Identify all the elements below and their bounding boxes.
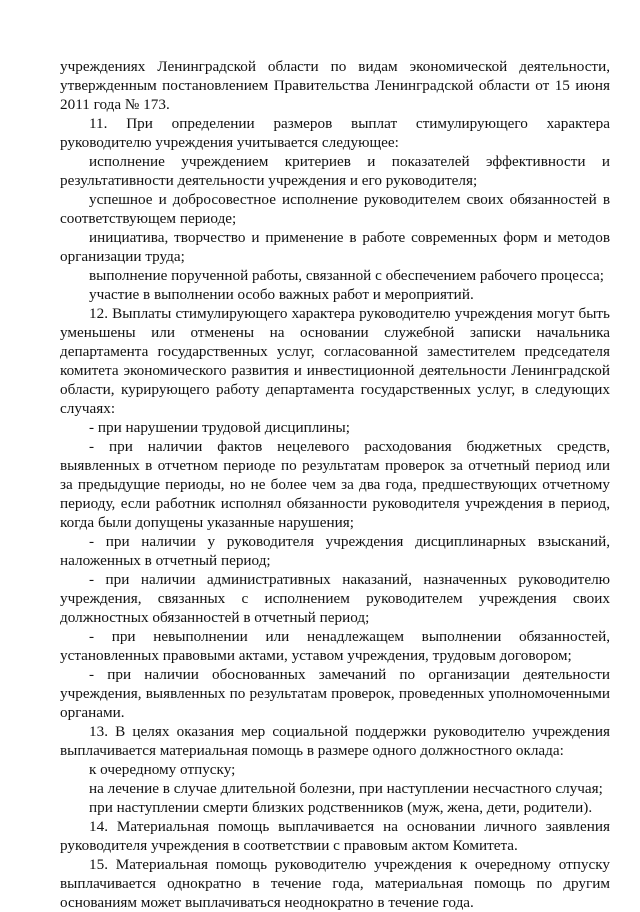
paragraph-discipline: - при нарушении трудовой дисциплины; — [89, 419, 350, 436]
paragraph-initiative: инициатива, творчество и применение в работе современных форм и методов организации труда; — [60, 229, 610, 265]
paragraph-item-14: 14. Материальная помощь выплачивается на основании личного заявления руководителя учреждения в соответствии с правовым актом Комитета. — [60, 818, 610, 854]
document-page — [60, 57, 610, 912]
paragraph-misuse-funds: - при наличии фактов нецелевого расходования бюджетных средств, выявленных в отчетном периоде по результатам проверок за отчетный период или за предыдущие периоды, но не более чем за два года, предшествующих отчетному периоду, если работник исполнял обязанности руководителя учреждения в период, когда были допущены указанные нарушения; — [60, 438, 610, 531]
paragraph-remarks: - при наличии обоснованных замечаний по организации деятельности учреждения, выявленных по результатам проверок, проведенных уполномоченными органами. — [60, 666, 610, 721]
paragraph-item-13: 13. В целях оказания мер социальной поддержки руководителю учреждения выплачивается материальная помощь в размере одного должностного оклада: — [60, 723, 610, 759]
paragraph-criteria: исполнение учреждением критериев и показателей эффективности и результативности деятельности учреждения и его руководителя; — [60, 153, 610, 189]
paragraph-death-relatives: при наступлении смерти близких родственников (муж, жена, дети, родители). — [89, 799, 593, 816]
paragraph-item-15: 15. Материальная помощь руководителю учреждения к очередному отпуску выплачивается однократно в течение года, материальная помощь по другим основаниям может выплачиваться неоднократно в течение года. — [60, 856, 610, 911]
paragraph-assigned-work: выполнение порученной работы, связанной с обеспечением рабочего процесса; — [89, 267, 604, 284]
paragraph-administrative-penalties: - при наличии административных наказаний, назначенных руководителю учреждения, связанных с исполнением руководителем учреждения своих должностных обязанностей в отчетный период; — [60, 571, 610, 626]
paragraph-important-work: участие в выполнении особо важных работ и мероприятий. — [89, 286, 474, 303]
paragraph-item-12: 12. Выплаты стимулирующего характера руководителю учреждения могут быть уменьшены или отменены на основании служебной записки начальника департамента государственных услуг, согласованной заместителем председателя комитета экономического развития и инвестиционной деятельности Ленинградской области, курирующего работу департамента государственных услуг, в следующих случаях: — [60, 305, 610, 417]
paragraph-continuation: учреждениях Ленинградской области по видам экономической деятельности, утвержденным постановлением Правительства Ленинградской области от 15 июня 2011 года № 173. — [60, 58, 610, 113]
paragraph-duties: успешное и добросовестное исполнение руководителем своих обязанностей в соответствующем периоде; — [60, 191, 610, 227]
paragraph-vacation: к очередному отпуску; — [89, 761, 236, 778]
paragraph-treatment: на лечение в случае длительной болезни, при наступлении несчастного случая; — [89, 780, 603, 797]
paragraph-non-fulfilment: - при невыполнении или ненадлежащем выполнении обязанностей, установленных правовыми актами, уставом учреждения, трудовым договором; — [60, 628, 610, 664]
paragraph-disciplinary-penalties: - при наличии у руководителя учреждения дисциплинарных взысканий, наложенных в отчетный период; — [60, 533, 610, 569]
paragraph-item-11: 11. При определении размеров выплат стимулирующего характера руководителю учреждения учитывается следующее: — [60, 115, 610, 151]
